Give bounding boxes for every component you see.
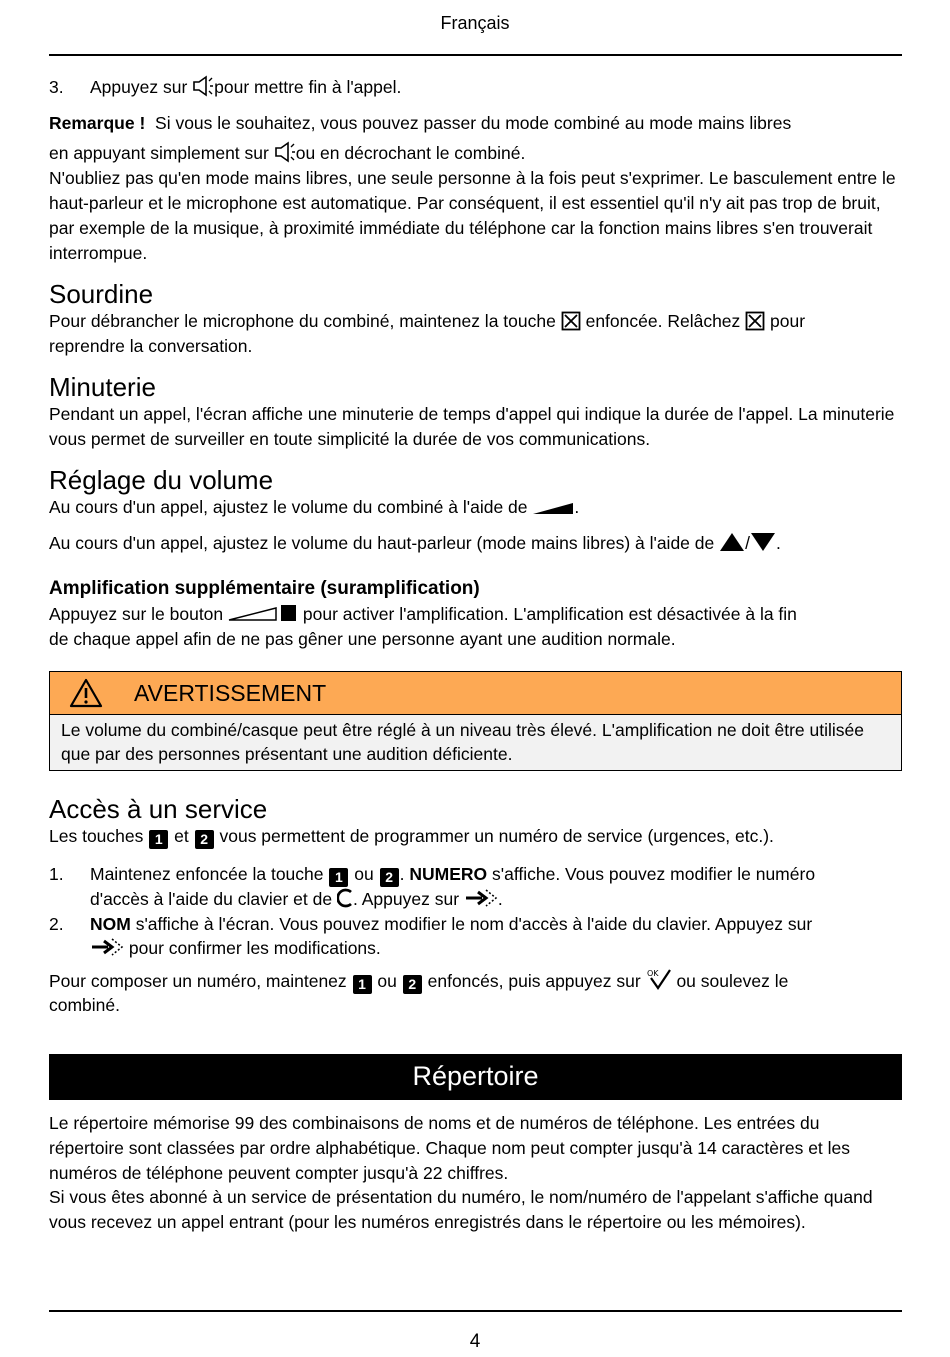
list-item-step-1: Maintenez enfoncée la touche 1 ou 2 . NUMERO s'affiche. Vous pouvez modifier le numéro d'accès à l'aide du clavier et de . Appuyez sur . bbox=[90, 864, 816, 909]
warning-text: Le volume du combiné/casque peut être réglé à un niveau très élevé. L'amplification ne doit être utilisée que par des personnes présentant une audition déficiente. bbox=[61, 720, 864, 764]
key-1-icon: 1 bbox=[149, 830, 168, 849]
remark-line-1: Remarque ! Si vous le souhaitez, vous pouvez passer du mode combiné au mode mains libres bbox=[49, 113, 792, 133]
remark-paragraph: N'oubliez pas qu'en mode mains libres, une seule personne à la fois peut s'exprimer. Le basculement entre le haut-parleur et le microphone est automatique. Par conséquent, il est essentiel qu'il n'y ait pas trop de bruit, par exemple de la musique, à proximité immédiate du téléphone car la fonction mains libres s'en trouverait interrompue. bbox=[49, 168, 896, 263]
speaker-icon bbox=[274, 141, 296, 163]
remark-label: Remarque ! bbox=[49, 113, 146, 133]
service-dial-line-2: combiné. bbox=[49, 995, 121, 1015]
section-title-sourdine: Sourdine bbox=[49, 279, 154, 309]
section-title-boost: Amplification supplémentaire (suramplification) bbox=[49, 578, 480, 599]
ok-check-icon bbox=[646, 968, 672, 990]
step-3-text: Appuyez sur pour mettre fin à l'appel. bbox=[90, 77, 402, 97]
volume-line-2: Au cours d'un appel, ajustez le volume du haut-parleur (mode mains libres) à l'aide de / . bbox=[49, 533, 781, 553]
repertoire-paragraph-1: Le répertoire mémorise 99 des combinaisons de noms et de numéros de téléphone. Les entrées du répertoire sont classées par ordre alphabétique. Chaque nom peut compter jusqu'à 14 caractères et les numéros de téléphone peuvent compter jusqu'à 22 chiffres. bbox=[49, 1113, 851, 1183]
warning-title: AVERTISSEMENT bbox=[134, 680, 327, 706]
list-item-step-2: NOM s'affiche à l'écran. Vous pouvez modifier le nom d'accès à l'aide du clavier. Appuyez sur pour confirmer les modifications. bbox=[90, 914, 813, 958]
repertoire-paragraph-2: Si vous êtes abonné à un service de présentation du numéro, le nom/numéro de l'appelant s'affiche quand vous recevez un appel entrant (pour les numéros enregistrés dans le répertoire ou les mémoires). bbox=[49, 1187, 873, 1232]
header-rule bbox=[49, 54, 902, 56]
confirm-arrow-icon bbox=[464, 888, 498, 908]
warning-triangle-icon bbox=[69, 678, 103, 713]
key-2-icon: 2 bbox=[403, 975, 422, 994]
boost-icon bbox=[228, 604, 298, 622]
service-dial-line-1: Pour composer un numéro, maintenez 1 ou 2 enfoncés, puis appuyez sur OK ou soulevez le bbox=[49, 969, 789, 992]
key-2-icon: 2 bbox=[380, 868, 399, 887]
svg-text:OK: OK bbox=[646, 969, 659, 978]
speaker-icon bbox=[192, 75, 214, 97]
minuterie-paragraph: Pendant un appel, l'écran affiche une minuterie de temps d'appel qui indique la durée de l'appel. La minuterie vous permet de surveiller en toute simplicité la durée de vos communications. bbox=[49, 404, 895, 449]
sourdine-line-1: Pour débrancher le microphone du combiné, maintenez la touche enfoncée. Relâchez pour bbox=[49, 311, 806, 331]
service-intro: Les touches 1 et 2 vous permettent de programmer un numéro de service (urgences, etc.). bbox=[49, 826, 774, 847]
warning-header bbox=[49, 671, 902, 715]
key-1-icon: 1 bbox=[353, 975, 372, 994]
confirm-arrow-icon bbox=[90, 937, 124, 957]
list-item-number: 1. bbox=[49, 864, 64, 884]
mute-icon bbox=[745, 311, 765, 331]
page-number: 4 bbox=[469, 1331, 481, 1352]
page-header: Français bbox=[440, 13, 510, 33]
up-triangle-icon bbox=[719, 532, 745, 552]
clear-c-icon bbox=[337, 888, 353, 908]
boost-line-1: Appuyez sur le bouton pour activer l'amplification. L'amplification est désactivée à la fin bbox=[49, 604, 797, 624]
section-title-service: Accès à un service bbox=[49, 794, 268, 824]
boost-line-2: de chaque appel afin de ne pas gêner une personne ayant une audition normale. bbox=[49, 629, 676, 649]
volume-line-1: Au cours d'un appel, ajustez le volume du combiné à l'aide de . bbox=[49, 497, 580, 517]
key-2-icon: 2 bbox=[195, 830, 214, 849]
key-1-icon: 1 bbox=[329, 868, 348, 887]
section-title-minuterie: Minuterie bbox=[49, 372, 156, 402]
footer-rule bbox=[49, 1310, 902, 1312]
sourdine-line-2: reprendre la conversation. bbox=[49, 336, 253, 356]
volume-ramp-icon bbox=[532, 501, 574, 515]
down-triangle-icon bbox=[750, 532, 776, 552]
list-item-number: 2. bbox=[49, 914, 64, 934]
remark-line-2: en appuyant simplement sur ou en décrochant le combiné. bbox=[49, 143, 526, 163]
section-title-volume: Réglage du volume bbox=[49, 465, 274, 495]
warning-body bbox=[49, 714, 902, 771]
section-banner-repertoire: Répertoire bbox=[49, 1054, 902, 1100]
step-number: 3. bbox=[49, 77, 64, 97]
mute-icon bbox=[561, 311, 581, 331]
